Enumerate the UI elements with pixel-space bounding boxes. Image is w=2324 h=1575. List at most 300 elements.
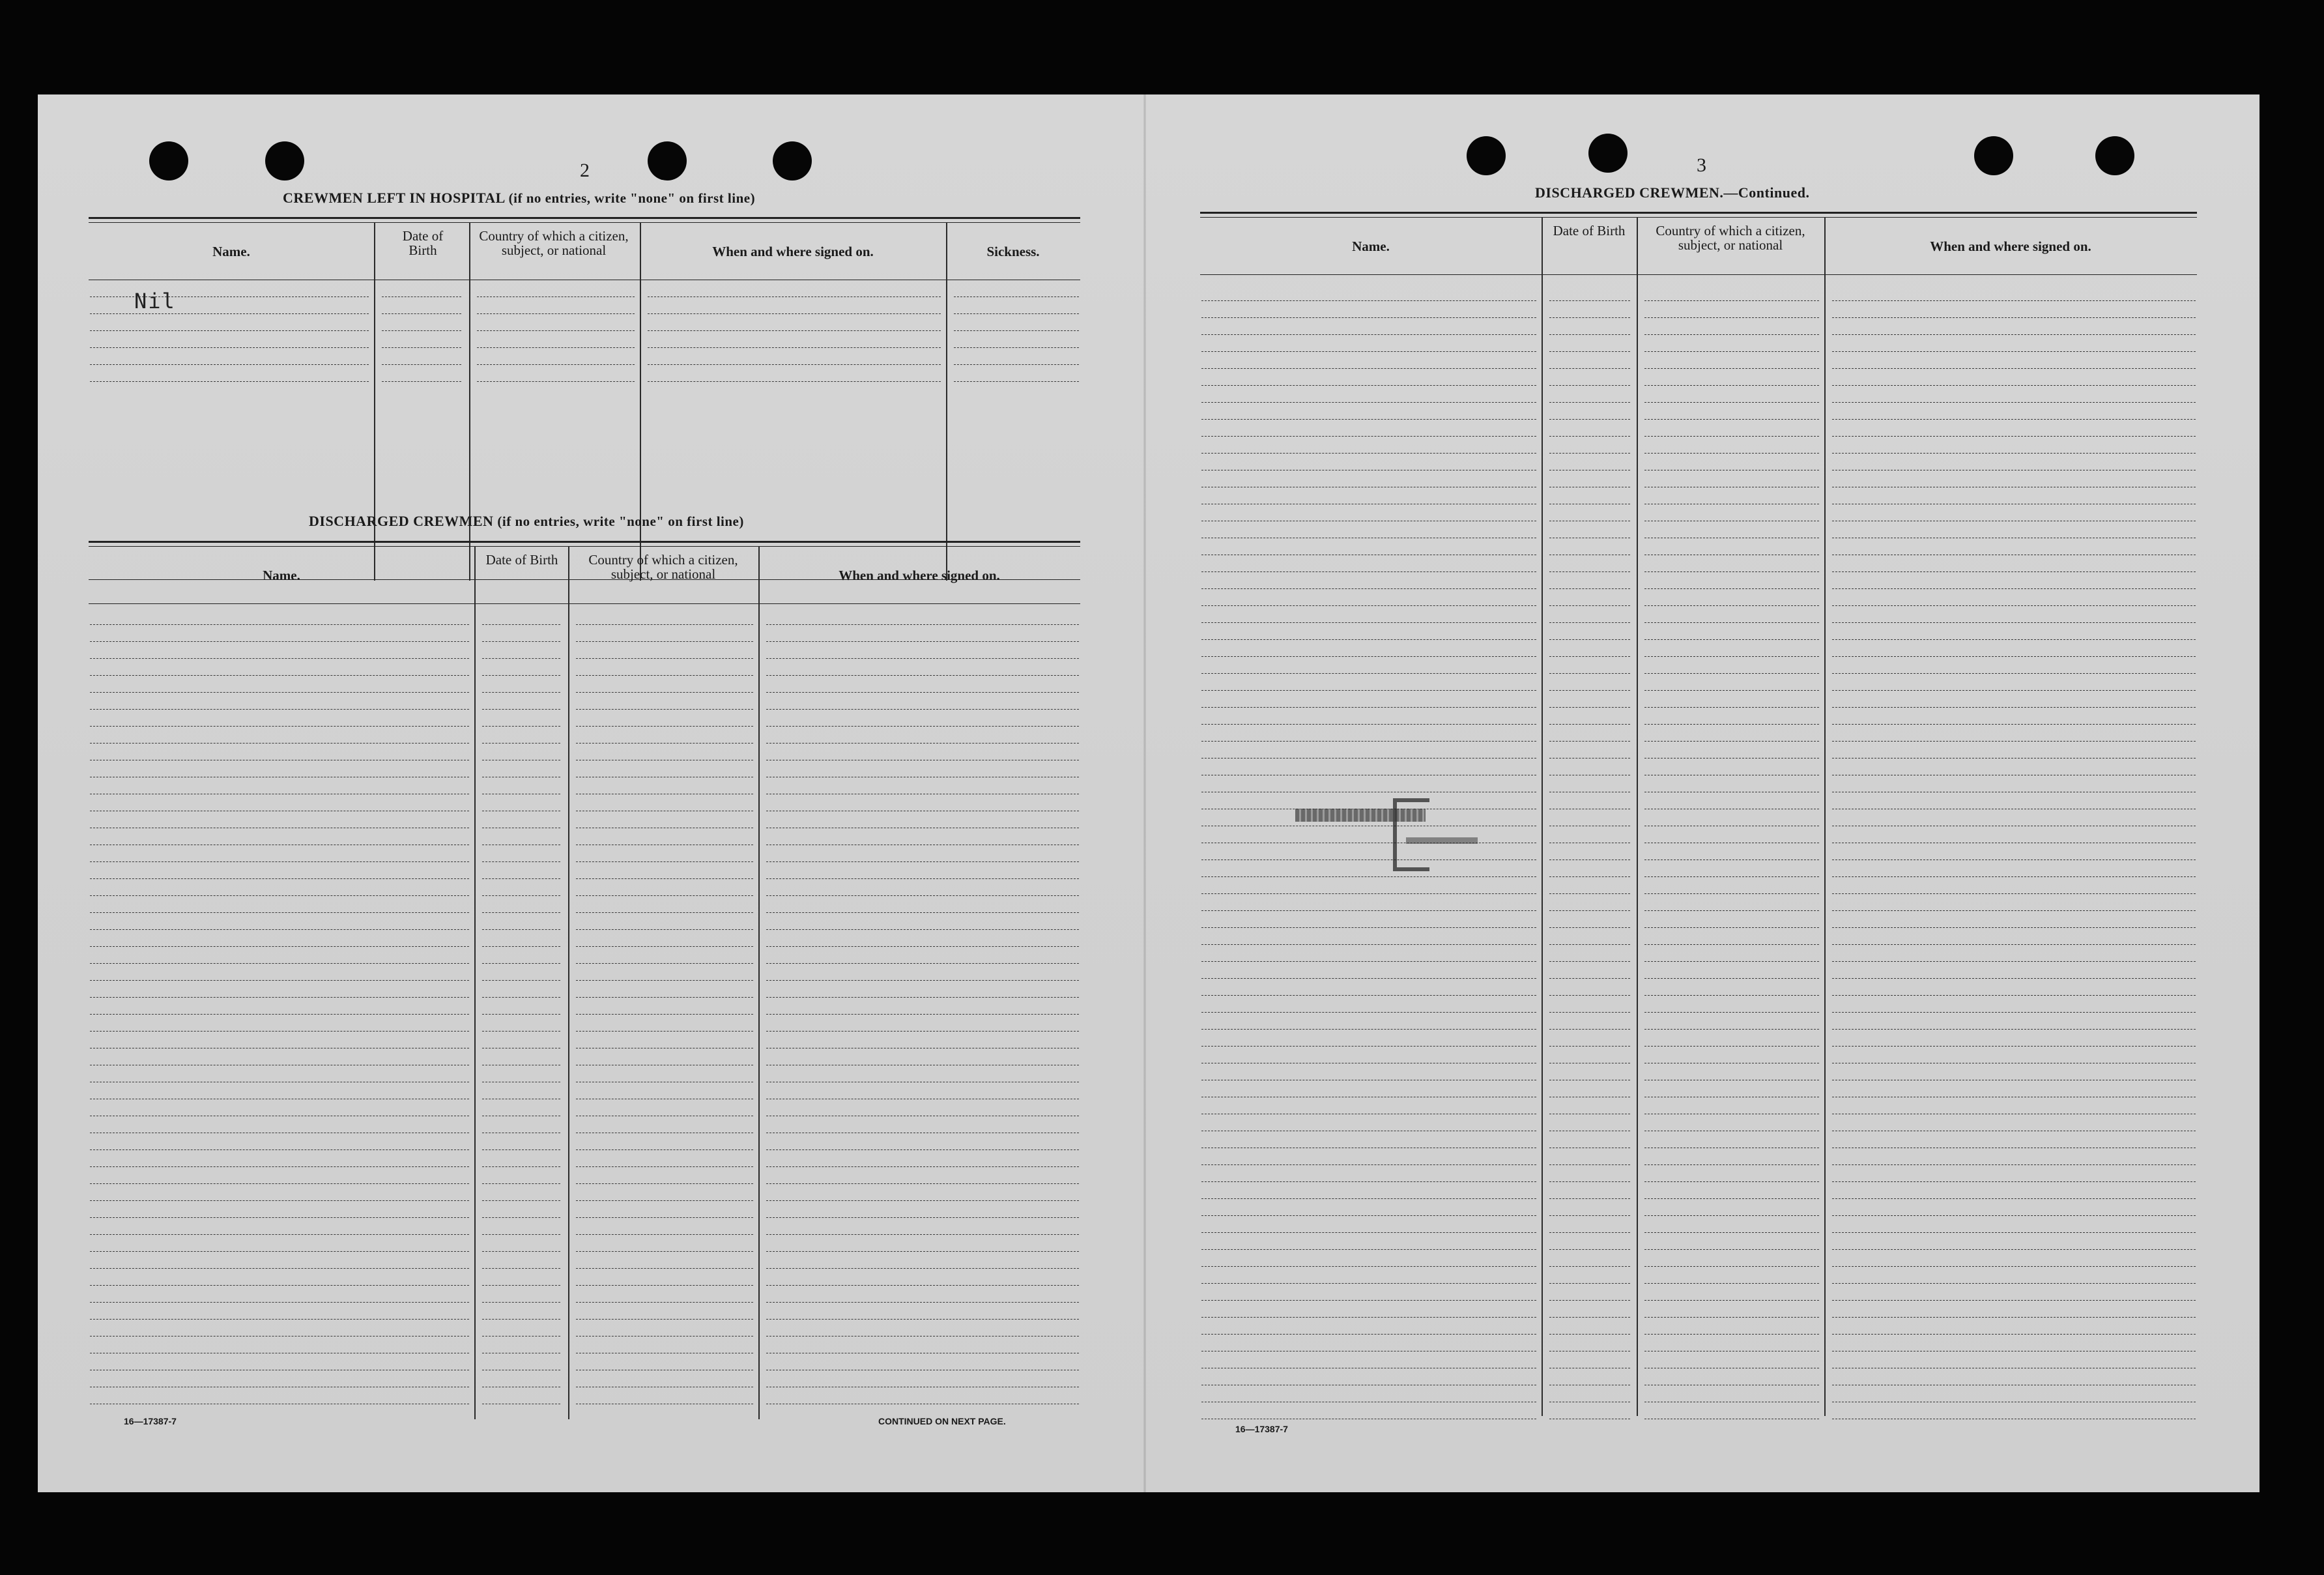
entry-line[interactable] [1832,741,2196,742]
entry-line[interactable] [1644,1249,1819,1250]
entry-line[interactable] [1549,707,1630,708]
entry-line[interactable] [1549,1181,1630,1182]
entry-line[interactable] [90,1319,469,1320]
entry-line[interactable] [576,912,753,913]
entry-line[interactable] [477,347,635,348]
entry-line[interactable] [1644,656,1819,657]
entry-line[interactable] [954,347,1079,348]
entry-line[interactable] [576,1183,753,1184]
entry-line[interactable] [482,1268,560,1269]
entry-line[interactable] [1644,1334,1819,1335]
entry-line[interactable] [1644,690,1819,691]
entry-line[interactable] [766,929,1079,930]
entry-line[interactable] [482,1217,560,1218]
entry-line[interactable] [1644,707,1819,708]
entry-line[interactable] [1832,1300,2196,1301]
entry-line[interactable] [90,1268,469,1269]
entry-line[interactable] [766,675,1079,676]
entry-line[interactable] [482,980,560,981]
entry-line[interactable] [1832,978,2196,979]
entry-line[interactable] [1549,876,1630,877]
entry-line[interactable] [1644,893,1819,894]
entry-line[interactable] [576,1234,753,1235]
entry-line[interactable] [1644,978,1819,979]
entry-line[interactable] [648,381,941,382]
entry-line[interactable] [1201,436,1536,437]
entry-line[interactable] [1832,639,2196,640]
entry-line[interactable] [1832,673,2196,674]
entry-line[interactable] [1549,673,1630,674]
entry-line[interactable] [576,692,753,693]
entry-line[interactable] [1832,893,2196,894]
entry-line[interactable] [1644,571,1819,572]
entry-line[interactable] [1549,605,1630,606]
entry-line[interactable] [1201,944,1536,945]
entry-line[interactable] [90,1014,469,1015]
entry-line[interactable] [1549,1029,1630,1030]
entry-line[interactable] [1832,317,2196,318]
entry-line[interactable] [90,364,369,365]
entry-line[interactable] [766,692,1079,693]
entry-line[interactable] [1549,893,1630,894]
entry-line[interactable] [576,1217,753,1218]
entry-line[interactable] [90,296,369,297]
entry-line[interactable] [648,313,941,314]
entry-line[interactable] [1832,1266,2196,1267]
entry-line[interactable] [482,641,560,642]
entry-line[interactable] [1201,690,1536,691]
entry-line[interactable] [482,1336,560,1337]
entry-line[interactable] [1549,961,1630,962]
entry-line[interactable] [1549,1266,1630,1267]
entry-line[interactable] [766,878,1079,879]
entry-line[interactable] [477,296,635,297]
entry-line[interactable] [766,624,1079,625]
entry-line[interactable] [1832,724,2196,725]
entry-line[interactable] [482,1319,560,1320]
entry-line[interactable] [1644,1181,1819,1182]
entry-line[interactable] [1832,1215,2196,1216]
entry-line[interactable] [90,997,469,998]
entry-line[interactable] [1832,1334,2196,1335]
entry-line[interactable] [90,1336,469,1337]
entry-line[interactable] [482,912,560,913]
entry-line[interactable] [1832,656,2196,657]
entry-line[interactable] [90,1217,469,1218]
entry-line[interactable] [90,347,369,348]
entry-line[interactable] [576,878,753,879]
entry-line[interactable] [1832,1012,2196,1013]
entry-line[interactable] [1644,910,1819,911]
entry-line[interactable] [1644,1012,1819,1013]
entry-line[interactable] [90,1149,469,1150]
entry-line[interactable] [1644,724,1819,725]
entry-line[interactable] [1549,910,1630,911]
entry-line[interactable] [1644,1266,1819,1267]
entry-line[interactable] [1644,317,1819,318]
entry-line[interactable] [1644,385,1819,386]
entry-line[interactable] [576,658,753,659]
entry-line[interactable] [1832,1029,2196,1030]
entry-line[interactable] [1832,1232,2196,1233]
entry-line[interactable] [477,381,635,382]
entry-line[interactable] [90,963,469,964]
entry-line[interactable] [1201,419,1536,420]
entry-line[interactable] [90,1302,469,1303]
entry-line[interactable] [1832,300,2196,301]
entry-line[interactable] [482,743,560,744]
entry-line[interactable] [1201,656,1536,657]
entry-line[interactable] [1644,402,1819,403]
entry-line[interactable] [1201,758,1536,759]
entry-line[interactable] [1832,368,2196,369]
entry-line[interactable] [766,1285,1079,1286]
entry-line[interactable] [482,658,560,659]
entry-line[interactable] [482,709,560,710]
entry-line[interactable] [1201,1249,1536,1250]
entry-line[interactable] [576,726,753,727]
entry-line[interactable] [1832,436,2196,437]
entry-line[interactable] [477,330,635,331]
entry-line[interactable] [482,1166,560,1167]
entry-line[interactable] [477,364,635,365]
entry-line[interactable] [1644,944,1819,945]
entry-line[interactable] [1201,927,1536,928]
entry-line[interactable] [1832,995,2196,996]
entry-line[interactable] [1549,1249,1630,1250]
entry-line[interactable] [766,1251,1079,1252]
entry-line[interactable] [482,1234,560,1235]
entry-line[interactable] [1201,1334,1536,1335]
entry-line[interactable] [1201,300,1536,301]
entry-line[interactable] [1201,1181,1536,1182]
entry-line[interactable] [766,912,1079,913]
entry-line[interactable] [1832,385,2196,386]
entry-line[interactable] [482,997,560,998]
entry-line[interactable] [1549,656,1630,657]
entry-line[interactable] [1644,1317,1819,1318]
entry-line[interactable] [90,1285,469,1286]
entry-line[interactable] [1832,351,2196,352]
entry-line[interactable] [482,726,560,727]
entry-line[interactable] [90,895,469,896]
entry-line[interactable] [1644,758,1819,759]
entry-line[interactable] [1832,1317,2196,1318]
entry-line[interactable] [766,1014,1079,1015]
entry-line[interactable] [482,1302,560,1303]
entry-line[interactable] [766,1031,1079,1032]
entry-line[interactable] [1644,419,1819,420]
entry-line[interactable] [766,1166,1079,1167]
entry-line[interactable] [90,1200,469,1201]
entry-line[interactable] [1644,961,1819,962]
entry-line[interactable] [1201,1317,1536,1318]
entry-line[interactable] [766,1217,1079,1218]
entry-line[interactable] [1549,1232,1630,1233]
entry-line[interactable] [1644,741,1819,742]
entry-line[interactable] [90,624,469,625]
entry-line[interactable] [954,364,1079,365]
entry-line[interactable] [576,1285,753,1286]
entry-line[interactable] [766,1149,1079,1150]
entry-line[interactable] [576,1302,753,1303]
entry-line[interactable] [1832,605,2196,606]
entry-line[interactable] [1644,995,1819,996]
entry-line[interactable] [1644,639,1819,640]
entry-line[interactable] [1644,1300,1819,1301]
entry-line[interactable] [1549,995,1630,996]
entry-line[interactable] [1201,1232,1536,1233]
entry-line[interactable] [576,743,753,744]
entry-line[interactable] [1549,419,1630,420]
entry-line[interactable] [1201,385,1536,386]
entry-line[interactable] [1549,1317,1630,1318]
entry-line[interactable] [382,296,461,297]
entry-line[interactable] [482,1285,560,1286]
entry-line[interactable] [482,1031,560,1032]
entry-line[interactable] [482,1149,560,1150]
entry-line[interactable] [1549,1283,1630,1284]
entry-line[interactable] [1644,622,1819,623]
entry-line[interactable] [576,1149,753,1150]
entry-line[interactable] [90,1183,469,1184]
entry-line[interactable] [1201,1300,1536,1301]
entry-line[interactable] [576,641,753,642]
entry-line[interactable] [1832,334,2196,335]
entry-line[interactable] [90,1166,469,1167]
entry-line[interactable] [1549,1164,1630,1165]
entry-line[interactable] [90,1031,469,1032]
entry-line[interactable] [648,347,941,348]
entry-line[interactable] [766,1268,1079,1269]
entry-line[interactable] [1549,317,1630,318]
entry-line[interactable] [766,946,1079,947]
entry-line[interactable] [90,946,469,947]
entry-line[interactable] [1549,1215,1630,1216]
entry-line[interactable] [1549,927,1630,928]
entry-line[interactable] [90,726,469,727]
entry-line[interactable] [1644,1046,1819,1047]
entry-line[interactable] [576,861,753,862]
entry-line[interactable] [576,1166,753,1167]
entry-line[interactable] [766,895,1079,896]
entry-line[interactable] [482,692,560,693]
entry-line[interactable] [482,895,560,896]
entry-line[interactable] [1201,1029,1536,1030]
entry-line[interactable] [1549,1046,1630,1047]
entry-line[interactable] [482,1183,560,1184]
entry-line[interactable] [1832,961,2196,962]
entry-line[interactable] [576,946,753,947]
entry-line[interactable] [576,1031,753,1032]
entry-line[interactable] [576,997,753,998]
entry-line[interactable] [1644,588,1819,589]
entry-line[interactable] [1201,334,1536,335]
entry-line[interactable] [1201,707,1536,708]
entry-line[interactable] [90,641,469,642]
entry-line[interactable] [1201,605,1536,606]
entry-line[interactable] [1644,605,1819,606]
entry-line[interactable] [90,330,369,331]
entry-line[interactable] [1201,724,1536,725]
entry-line[interactable] [576,1014,753,1015]
entry-line[interactable] [1201,571,1536,572]
entry-line[interactable] [90,692,469,693]
entry-line[interactable] [576,895,753,896]
entry-line[interactable] [90,1234,469,1235]
entry-line[interactable] [576,980,753,981]
entry-line[interactable] [1832,927,2196,928]
entry-line[interactable] [1832,690,2196,691]
entry-line[interactable] [90,912,469,913]
entry-line[interactable] [482,624,560,625]
entry-line[interactable] [1201,402,1536,403]
entry-line[interactable] [90,980,469,981]
entry-line[interactable] [1201,1215,1536,1216]
entry-line[interactable] [477,313,635,314]
entry-line[interactable] [1832,402,2196,403]
entry-line[interactable] [1201,588,1536,589]
entry-line[interactable] [1644,1029,1819,1030]
entry-line[interactable] [1549,690,1630,691]
entry-line[interactable] [1644,368,1819,369]
entry-line[interactable] [90,1251,469,1252]
entry-line[interactable] [954,381,1079,382]
entry-line[interactable] [766,658,1079,659]
entry-line[interactable] [1549,758,1630,759]
entry-line[interactable] [1644,1283,1819,1284]
entry-line[interactable] [766,709,1079,710]
entry-line[interactable] [1201,978,1536,979]
entry-line[interactable] [1549,453,1630,454]
entry-line[interactable] [766,1302,1079,1303]
entry-line[interactable] [1201,1283,1536,1284]
entry-line[interactable] [382,347,461,348]
entry-line[interactable] [382,313,461,314]
entry-line[interactable] [576,709,753,710]
entry-line[interactable] [1644,1164,1819,1165]
entry-line[interactable] [1832,1181,2196,1182]
entry-line[interactable] [1201,622,1536,623]
entry-line[interactable] [1549,639,1630,640]
entry-line[interactable] [576,624,753,625]
entry-line[interactable] [766,963,1079,964]
entry-line[interactable] [90,929,469,930]
entry-line[interactable] [576,1336,753,1337]
entry-line[interactable] [1644,876,1819,877]
entry-line[interactable] [482,878,560,879]
entry-line[interactable] [1201,317,1536,318]
entry-line[interactable] [482,1200,560,1201]
entry-line[interactable] [954,296,1079,297]
entry-line[interactable] [766,980,1079,981]
entry-line[interactable] [90,861,469,862]
entry-line[interactable] [482,929,560,930]
entry-line[interactable] [90,381,369,382]
entry-line[interactable] [648,296,941,297]
entry-line[interactable] [482,861,560,862]
entry-line[interactable] [1832,1283,2196,1284]
entry-line[interactable] [90,675,469,676]
entry-line[interactable] [1832,707,2196,708]
entry-line[interactable] [1644,673,1819,674]
entry-line[interactable] [482,963,560,964]
entry-line[interactable] [1201,1012,1536,1013]
entry-line[interactable] [1201,995,1536,996]
entry-line[interactable] [1644,436,1819,437]
entry-line[interactable] [1201,1266,1536,1267]
entry-line[interactable] [1549,724,1630,725]
entry-line[interactable] [954,330,1079,331]
entry-line[interactable] [1201,351,1536,352]
entry-line[interactable] [1201,876,1536,877]
entry-line[interactable] [1832,419,2196,420]
entry-line[interactable] [766,1200,1079,1201]
entry-line[interactable] [954,313,1079,314]
entry-line[interactable] [766,1319,1079,1320]
entry-line[interactable] [1549,1334,1630,1335]
entry-line[interactable] [382,381,461,382]
entry-line[interactable] [382,330,461,331]
entry-line[interactable] [1549,571,1630,572]
entry-line[interactable] [1549,622,1630,623]
entry-line[interactable] [766,641,1079,642]
entry-line[interactable] [576,675,753,676]
entry-line[interactable] [1832,588,2196,589]
entry-line[interactable] [576,1319,753,1320]
entry-line[interactable] [1201,1164,1536,1165]
entry-line[interactable] [1549,385,1630,386]
entry-line[interactable] [90,313,369,314]
entry-line[interactable] [1549,351,1630,352]
entry-line[interactable] [1549,1012,1630,1013]
entry-line[interactable] [766,1336,1079,1337]
entry-line[interactable] [1832,910,2196,911]
entry-line[interactable] [1832,1164,2196,1165]
entry-line[interactable] [1549,300,1630,301]
entry-line[interactable] [1549,368,1630,369]
entry-line[interactable] [1644,927,1819,928]
entry-line[interactable] [1832,622,2196,623]
entry-line[interactable] [1832,1198,2196,1199]
entry-line[interactable] [1832,1249,2196,1250]
entry-line[interactable] [1549,588,1630,589]
entry-line[interactable] [1201,639,1536,640]
entry-line[interactable] [766,997,1079,998]
entry-line[interactable] [1201,453,1536,454]
entry-line[interactable] [482,946,560,947]
entry-line[interactable] [648,330,941,331]
entry-line[interactable] [576,1251,753,1252]
entry-line[interactable] [1201,673,1536,674]
entry-line[interactable] [1832,571,2196,572]
entry-line[interactable] [766,1183,1079,1184]
entry-line[interactable] [1201,1046,1536,1047]
entry-line[interactable] [1644,334,1819,335]
entry-line[interactable] [766,1234,1079,1235]
entry-line[interactable] [90,878,469,879]
entry-line[interactable] [1832,876,2196,877]
entry-line[interactable] [1644,1198,1819,1199]
entry-line[interactable] [1549,402,1630,403]
entry-line[interactable] [1832,1046,2196,1047]
entry-line[interactable] [1644,453,1819,454]
entry-line[interactable] [1201,1198,1536,1199]
entry-line[interactable] [1201,893,1536,894]
entry-line[interactable] [1644,300,1819,301]
entry-line[interactable] [90,658,469,659]
entry-line[interactable] [1549,741,1630,742]
